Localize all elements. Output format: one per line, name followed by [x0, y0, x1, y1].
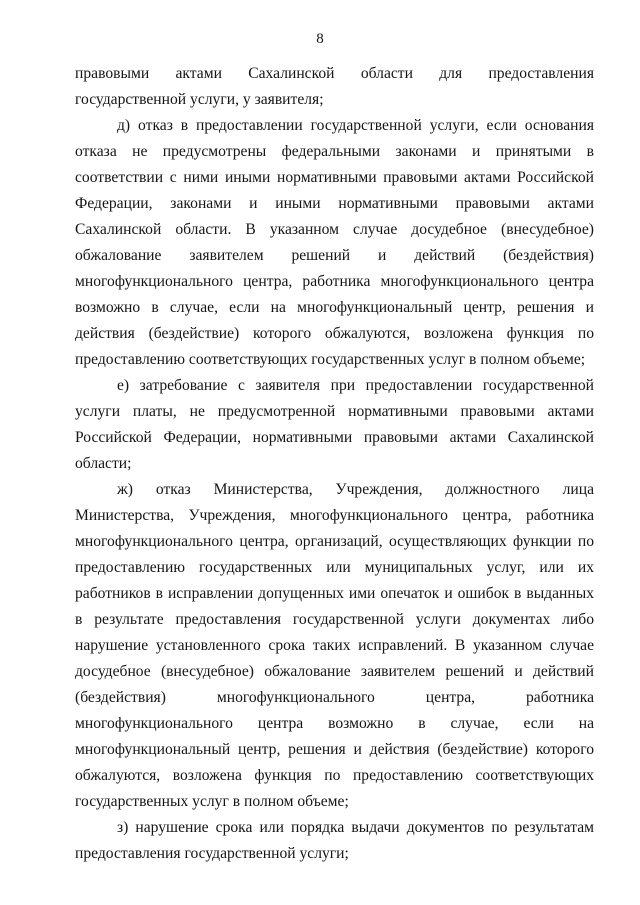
- paragraph-item-d: д) отказ в предоставлении государственной услуги, если основания отказа не предусмотрены федеральными законами и принятыми в соответствии с ними иными нормативными правовыми актами Российской Федерации, законами и иными нормативными правовыми актами Сахалинской области. В указанном случае досудебное (внесудебное) обжалование заявителем решений и действий (бездействия) многофункционального центра, работника многофункционального центра возможно в случае, если на многофункциональный центр, решения и действия (бездействие) которого обжалуются, возложена функция по предоставлению соответствующих государственных услуг в полном объеме;: [75, 117, 594, 368]
- document-body: [75, 61, 594, 867]
- page-number: 8: [316, 31, 324, 47]
- paragraph-item-e: е) затребование с заявителя при предоставлении государственной услуги платы, не предусмотренной нормативными правовыми актами Российской Федерации, нормативными правовыми актами Сахалинской области;: [75, 377, 594, 472]
- paragraph-continued: правовыми актами Сахалинской области для предоставления государственной услуги, у заявителя;: [75, 65, 594, 108]
- paragraph-item-zh: ж) отказ Министерства, Учреждения, должностного лица Министерства, Учреждения, многофункционального центра, работника многофункционального центра, организаций, осуществляющих функции по предоставлению государственных или муниципальных услуг, или их работников в исправлении допущенных ими опечаток и ошибок в выданных в результате предоставления государственной услуги документах либо нарушение установленного срока таких исправлений. В указанном случае досудебное (внесудебное) обжалование заявителем решений и действий (бездействия) многофункционального центра, работника многофункционального центра возможно в случае, если на многофункциональный центр, решения и действия (бездействие) которого обжалуются, возложена функция по предоставлению соответствующих государственных услуг в полном объеме;: [75, 481, 594, 810]
- paragraph-item-z: з) нарушение срока или порядка выдачи документов по результатам предоставления государственной услуги;: [75, 819, 594, 862]
